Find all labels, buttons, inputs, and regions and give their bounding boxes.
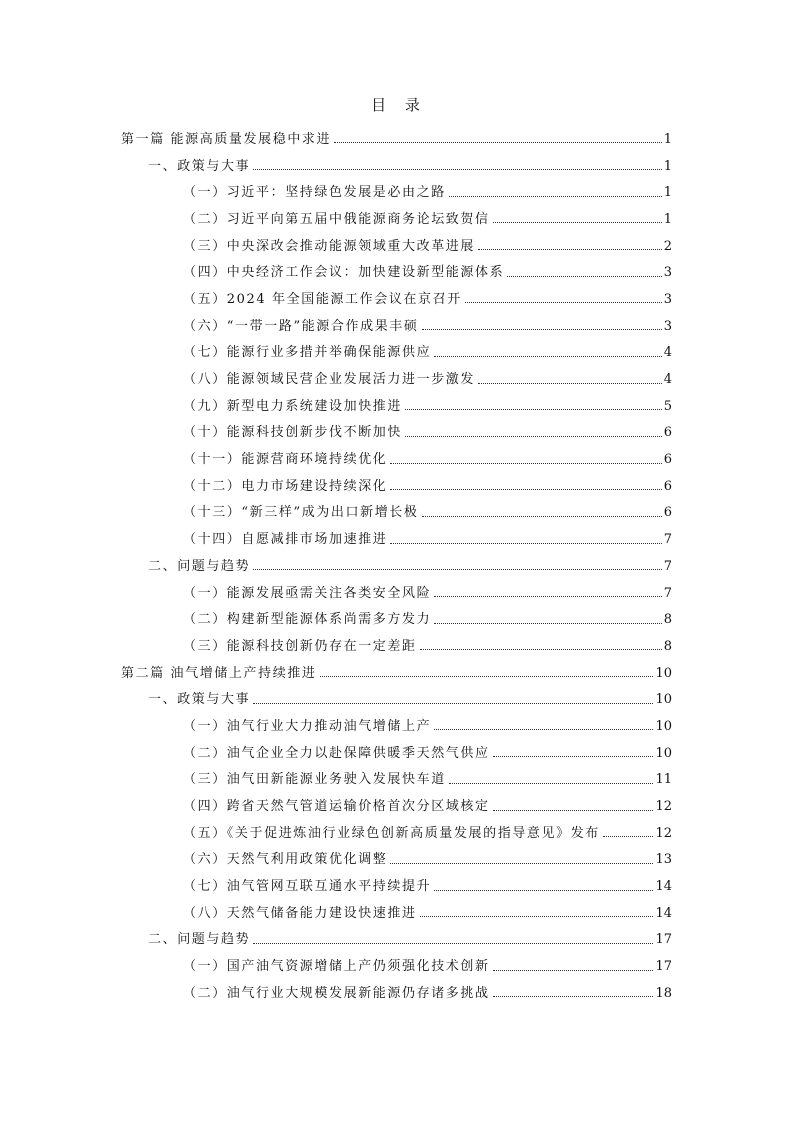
toc-page-number: 6 <box>663 478 672 494</box>
toc-leader-dots <box>478 382 662 384</box>
toc-subsection-entry[interactable] <box>0 233 793 260</box>
toc-entry-title: （五）《关于促进炼油行业绿色创新高质量发展的指导意见》发布 <box>183 825 600 841</box>
toc-leader-dots <box>434 889 653 891</box>
toc-entry-title: （七）油气管网互联互通水平持续提升 <box>183 879 432 895</box>
toc-entry-title: （二）油气行业大规模发展新能源仍存诸多挑战 <box>183 985 490 1001</box>
toc-part-entry[interactable] <box>0 126 793 153</box>
toc-page-number: 18 <box>655 985 672 1001</box>
toc-leader-dots <box>253 702 653 704</box>
toc-page-number: 4 <box>663 345 672 361</box>
toc-entry-title: 二、问题与趋势 <box>148 558 251 574</box>
toc-entry-title: 一、政策与大事 <box>148 692 251 708</box>
toc-entry-title: 二、问题与趋势 <box>148 932 251 948</box>
toc-list <box>0 126 793 1007</box>
toc-entry-title: （一）习近平：坚持绿色发展是必由之路 <box>183 185 446 201</box>
toc-entry-title: （六）“一带一路”能源合作成果丰硕 <box>183 318 419 334</box>
toc-leader-dots <box>390 862 653 864</box>
toc-leader-dots <box>334 141 662 143</box>
toc-leader-dots <box>253 568 662 570</box>
toc-leader-dots <box>603 835 654 837</box>
toc-subsection-entry[interactable] <box>0 340 793 367</box>
toc-entry-title: （一）油气行业大力推动油气增储上产 <box>183 718 432 734</box>
toc-subsection-entry[interactable] <box>0 313 793 340</box>
toc-entry-title: （十二）电力市场建设持续深化 <box>183 478 388 494</box>
toc-page-number: 2 <box>663 238 672 254</box>
toc-entry-title: （七）能源行业多措并举确保能源供应 <box>183 345 432 361</box>
toc-section-entry[interactable] <box>0 153 793 180</box>
toc-leader-dots <box>434 622 662 624</box>
toc-entry-title: （三）油气田新能源业务驶入发展快车道 <box>183 772 446 788</box>
toc-leader-dots <box>390 542 661 544</box>
toc-leader-dots <box>434 728 653 730</box>
toc-page-number: 3 <box>663 265 672 281</box>
toc-page-number: 6 <box>663 452 672 468</box>
toc-leader-dots <box>465 301 662 303</box>
toc-section-entry[interactable] <box>0 553 793 580</box>
toc-page-number: 17 <box>655 932 672 948</box>
toc-page-number: 12 <box>655 825 672 841</box>
toc-subsection-entry[interactable] <box>0 900 793 927</box>
toc-page-number: 17 <box>655 959 672 975</box>
toc-subsection-entry[interactable] <box>0 473 793 500</box>
toc-entry-title: （一）能源发展亟需关注各类安全风险 <box>183 585 432 601</box>
toc-page-number: 14 <box>655 879 672 895</box>
toc-leader-dots <box>493 969 654 971</box>
toc-page-number: 8 <box>663 612 672 628</box>
toc-page-number: 1 <box>663 158 672 174</box>
toc-entry-title: （十三）“新三样”成为出口新增长极 <box>183 505 419 521</box>
toc-subsection-entry[interactable] <box>0 580 793 607</box>
toc-leader-dots <box>493 221 662 223</box>
toc-leader-dots <box>493 809 654 811</box>
toc-leader-dots <box>390 488 661 490</box>
toc-page-number: 1 <box>663 131 672 147</box>
toc-page-number: 3 <box>663 318 672 334</box>
toc-leader-dots <box>422 328 662 330</box>
toc-page-number: 8 <box>663 638 672 654</box>
toc-leader-dots <box>507 275 662 277</box>
toc-subsection-entry[interactable] <box>0 446 793 473</box>
toc-leader-dots <box>434 355 662 357</box>
toc-subsection-entry[interactable] <box>0 500 793 527</box>
toc-subsection-entry[interactable] <box>0 366 793 393</box>
toc-leader-dots <box>449 195 662 197</box>
toc-entry-title: （八）天然气储备能力建设快速推进 <box>183 905 417 921</box>
toc-entry-title: （二）习近平向第五届中俄能源商务论坛致贺信 <box>183 211 490 227</box>
toc-subsection-entry[interactable] <box>0 179 793 206</box>
toc-leader-dots <box>478 248 662 250</box>
toc-subsection-entry[interactable] <box>0 980 793 1007</box>
toc-leader-dots <box>420 915 654 917</box>
toc-title: 目 录 <box>371 96 422 114</box>
toc-leader-dots <box>320 675 654 677</box>
toc-leader-dots <box>434 595 662 597</box>
toc-leader-dots <box>420 648 662 650</box>
toc-subsection-entry[interactable] <box>0 393 793 420</box>
toc-entry-title: （二）构建新型能源体系尚需多方发力 <box>183 612 432 628</box>
toc-leader-dots <box>253 942 653 944</box>
toc-entry-title: 一、政策与大事 <box>148 158 251 174</box>
toc-entry-title: （十）能源科技创新步伐不断加快 <box>183 425 403 441</box>
toc-leader-dots <box>449 782 654 784</box>
toc-leader-dots <box>253 168 662 170</box>
toc-subsection-entry[interactable] <box>0 259 793 286</box>
toc-page-number: 7 <box>663 532 672 548</box>
toc-page-number: 13 <box>655 852 672 868</box>
toc-entry-title: （四）中央经济工作会议：加快建设新型能源体系 <box>183 265 505 281</box>
toc-subsection-entry[interactable] <box>0 767 793 794</box>
toc-subsection-entry[interactable] <box>0 793 793 820</box>
toc-subsection-entry[interactable] <box>0 740 793 767</box>
toc-page-number: 10 <box>655 692 672 708</box>
toc-entry-title: （八）能源领域民营企业发展活力进一步激发 <box>183 372 476 388</box>
toc-page-number: 1 <box>663 211 672 227</box>
toc-page-number: 10 <box>655 718 672 734</box>
toc-part-entry[interactable] <box>0 660 793 687</box>
toc-page-number: 14 <box>655 905 672 921</box>
toc-page-number: 7 <box>663 558 672 574</box>
toc-entry-title: （三）中央深改会推动能源领域重大改革进展 <box>183 238 476 254</box>
toc-entry-title: （三）能源科技创新仍存在一定差距 <box>183 638 417 654</box>
toc-leader-dots <box>405 435 662 437</box>
toc-page-number: 5 <box>663 398 672 414</box>
toc-page-number: 11 <box>655 772 672 788</box>
toc-entry-title: （十一）能源营商环境持续优化 <box>183 452 388 468</box>
toc-subsection-entry[interactable] <box>0 820 793 847</box>
toc-entry-title: （六）天然气利用政策优化调整 <box>183 852 388 868</box>
toc-page-number: 6 <box>663 425 672 441</box>
toc-entry-title: （四）跨省天然气管道运输价格首次分区域核定 <box>183 799 490 815</box>
toc-subsection-entry[interactable] <box>0 847 793 874</box>
toc-entry-title: 第二篇 油气增储上产持续推进 <box>121 665 317 681</box>
toc-subsection-entry[interactable] <box>0 286 793 313</box>
toc-leader-dots <box>422 515 662 517</box>
toc-entry-title: （九）新型电力系统建设加快推进 <box>183 398 403 414</box>
toc-subsection-entry[interactable] <box>0 953 793 980</box>
toc-page-number: 12 <box>655 799 672 815</box>
toc-leader-dots <box>493 995 654 997</box>
toc-entry-title: （十四）自愿减排市场加速推进 <box>183 532 388 548</box>
toc-section-entry[interactable] <box>0 927 793 954</box>
toc-subsection-entry[interactable] <box>0 420 793 447</box>
toc-page-number: 1 <box>663 185 672 201</box>
toc-page-number: 10 <box>655 745 672 761</box>
toc-entry-title: （二）油气企业全力以赴保障供暖季天然气供应 <box>183 745 490 761</box>
toc-page-number: 4 <box>663 372 672 388</box>
toc-subsection-entry[interactable] <box>0 873 793 900</box>
toc-page-number: 7 <box>663 585 672 601</box>
toc-leader-dots <box>493 755 654 757</box>
toc-subsection-entry[interactable] <box>0 713 793 740</box>
toc-subsection-entry[interactable] <box>0 206 793 233</box>
toc-section-entry[interactable] <box>0 686 793 713</box>
toc-leader-dots <box>390 462 661 464</box>
toc-subsection-entry[interactable] <box>0 526 793 553</box>
toc-leader-dots <box>405 408 662 410</box>
toc-entry-title: （五）2024 年全国能源工作会议在京召开 <box>183 291 462 307</box>
toc-subsection-entry[interactable] <box>0 606 793 633</box>
toc-page-number: 3 <box>663 291 672 307</box>
toc-entry-title: （一）国产油气资源增储上产仍须强化技术创新 <box>183 959 490 975</box>
toc-subsection-entry[interactable] <box>0 633 793 660</box>
toc-entry-title: 第一篇 能源高质量发展稳中求进 <box>121 131 332 147</box>
toc-page-number: 6 <box>663 505 672 521</box>
toc-page-number: 10 <box>655 665 672 681</box>
